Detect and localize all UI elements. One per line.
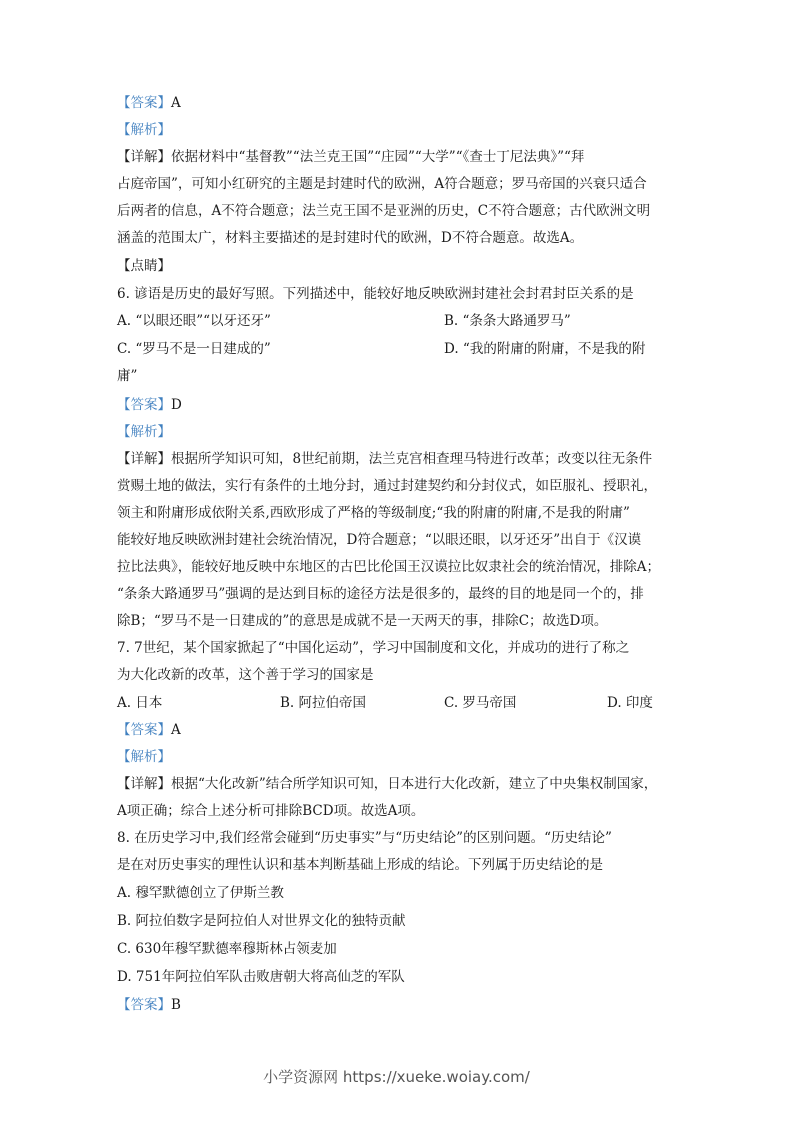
answer-line (117, 394, 182, 416)
detail-line: 【详解】根据“大化改新”结合所学知识可知，日本进行大化改新，建立了中央集权制国家， (117, 776, 658, 792)
answer-label: 【答案】 (117, 997, 171, 1013)
answer-line (117, 92, 181, 114)
detail-line: 【详解】根据所学知识可知，8世纪前期，法兰克宫相查理马特进行改革；改变以往无条件 (117, 451, 653, 467)
detail-line: 赏赐土地的做法，实行有条件的土地分封，通过封建契约和分封仪式，如臣服礼、授职礼， (117, 478, 657, 494)
analysis-label: 【解析】 (117, 122, 171, 138)
detail-line: 涵盖的范围太广，材料主要描述的是封建时代的欧洲，D不符合题意。故选A。 (117, 230, 584, 246)
answer-line (117, 719, 181, 741)
option-a: A. “以眼还眼”“以牙还牙” (117, 313, 271, 329)
option-d: D. 751年阿拉伯军队击败唐朝大将高仙芝的军队 (117, 969, 405, 985)
option-a: A. 穆罕默德创立了伊斯兰教 (117, 885, 284, 901)
answer-value: D (171, 397, 182, 413)
question-stem: 为大化改新的改革，这个善于学习的国家是 (117, 667, 374, 683)
question-stem: 7. 7世纪，某个国家掀起了“中国化运动”，学习中国制度和文化，并成功的进行了称之 (117, 640, 630, 656)
detail-line: 领主和附庸形成依附关系,西欧形成了严格的等级制度;“我的附庸的附庸,不是我的附庸” (117, 505, 630, 521)
question-stem: 是在对历史事实的理性认识和基本判断基础上形成的结论。下列属于历史结论的是 (117, 857, 603, 873)
answer-label: 【答案】 (117, 95, 171, 111)
option-b: B. “条条大路通罗马” (444, 313, 571, 329)
answer-label: 【答案】 (117, 722, 171, 738)
option-b: B. 阿拉伯帝国 (280, 695, 367, 711)
analysis-label: 【解析】 (117, 424, 171, 440)
answer-label: 【答案】 (117, 397, 171, 413)
option-c: C. “罗马不是一日建成的” (117, 341, 271, 357)
detail-line: 除B；“罗马不是一日建成的”的意思是成就不是一天两天的事，排除C；故选D项。 (117, 613, 608, 629)
question-stem: 8. 在历史学习中,我们经常会碰到“历史事实”与“历史结论”的区别问题。“历史结论” (117, 830, 612, 846)
option-d-continued: 庸” (117, 368, 138, 384)
answer-value: A (171, 95, 181, 111)
footer-watermark: 小学资源网 https://xueke.woiay.com/ (263, 1068, 530, 1086)
option-d: D. 印度 (607, 695, 653, 711)
detail-line: 占庭帝国”，可知小红研究的主题是封建时代的欧洲，A符合题意；罗马帝国的兴衰只适合 (117, 176, 647, 192)
answer-value: A (171, 722, 181, 738)
question-stem: 6. 谚语是历史的最好写照。下列描述中，能较好地反映欧洲封建社会封君封臣关系的是 (117, 286, 634, 302)
detail-line: 拉比法典》，能较好地反映中东地区的古巴比伦国王汉谟拉比奴隶社会的统治情况，排除A； (117, 559, 660, 575)
option-d: D. “我的附庸的附庸，不是我的附 (444, 341, 646, 357)
option-b: B. 阿拉伯数字是阿拉伯人对世界文化的独特贡献 (117, 913, 406, 929)
answer-line (117, 994, 181, 1016)
comment-label: 【点睛】 (117, 258, 171, 274)
detail-line: 能较好地反映欧洲封建社会统治情况，D符合题意；“以眼还眼，以牙还牙”出自于《汉谟 (117, 532, 642, 548)
analysis-label: 【解析】 (117, 749, 171, 765)
detail-line: 后两者的信息，A不符合题意；法兰克王国不是亚洲的历史，C不符合题意；古代欧洲文明 (117, 203, 651, 219)
detail-line: “条条大路通罗马”强调的是达到目标的途径方法是很多的，最终的目的地是同一个的，排 (117, 586, 644, 602)
option-c: C. 630年穆罕默德率穆斯林占领麦加 (117, 941, 337, 957)
option-c: C. 罗马帝国 (444, 695, 517, 711)
detail-line: A项正确；综合上述分析可排除BCD项。故选A项。 (117, 803, 425, 819)
detail-line: 【详解】依据材料中“基督教”“法兰克王国”“庄园”“大学”“《查士丁尼法典》”“拜 (117, 149, 585, 165)
option-a: A. 日本 (117, 695, 163, 711)
answer-value: B (171, 997, 181, 1013)
